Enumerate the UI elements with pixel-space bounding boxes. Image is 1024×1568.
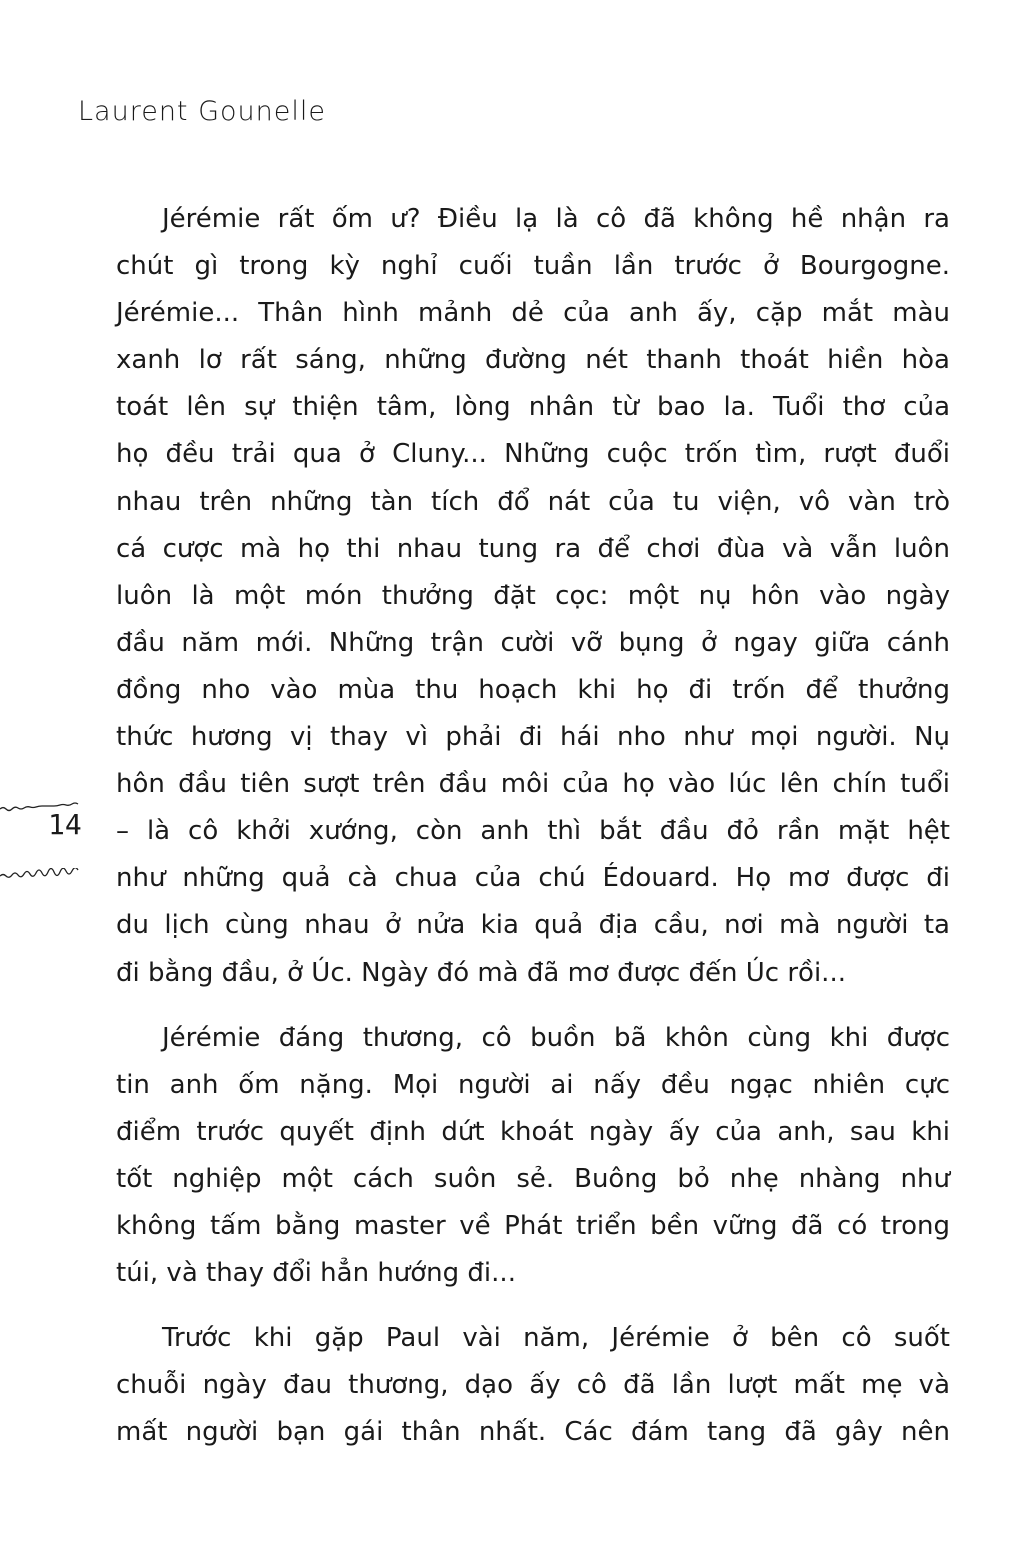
text-line: đồng nho vào mùa thu hoạch khi họ đi trốn để thưởng (116, 674, 950, 705)
text-line: không tấm bằng master về Phát triển bền vững đã có trong (116, 1211, 950, 1242)
paragraph-3 (116, 1315, 950, 1456)
text-line: cá cược mà họ thi nhau tung ra để chơi đùa và vẫn luôn (116, 533, 950, 564)
text-line: thức hương vị thay vì phải đi hái nho như mọi người. Nụ (116, 722, 950, 753)
running-header-author: Laurent Gounelle (78, 96, 326, 127)
text-line: chút gì trong kỳ nghỉ cuối tuần lần trước ở Bourgogne. (116, 251, 950, 282)
text-line: – là cô khởi xướng, còn anh thì bắt đầu đỏ rần mặt hệt (116, 816, 950, 847)
text-line: chuỗi ngày đau thương, dạo ấy cô đã lần lượt mất mẹ và (116, 1370, 950, 1401)
text-line: họ đều trải qua ở Cluny... Những cuộc trốn tìm, rượt đuổi (116, 439, 950, 470)
text-line: Jérémie... Thân hình mảnh dẻ của anh ấy, cặp mắt màu (116, 298, 950, 329)
text-line: luôn là một món thưởng đặt cọc: một nụ hôn vào ngày (116, 580, 950, 611)
text-line: tin anh ốm nặng. Mọi người ai nấy đều ngạc nhiên cực (116, 1070, 950, 1101)
text-line: tốt nghiệp một cách suôn sẻ. Buông bỏ nhẹ nhàng như (116, 1164, 950, 1195)
page-number: 14 (48, 808, 82, 841)
text-line: túi, và thay đổi hẳn hướng đi... (116, 1258, 516, 1289)
text-line: du lịch cùng nhau ở nửa kia quả địa cầu, nơi mà người ta (116, 910, 950, 941)
text-line: Trước khi gặp Paul vài năm, Jérémie ở bên cô suốt (162, 1323, 950, 1353)
text-line: đi bằng đầu, ở Úc. Ngày đó mà đã mơ được đến Úc rồi... (116, 957, 846, 988)
text-line: xanh lơ rất sáng, những đường nét thanh thoát hiền hòa (116, 345, 950, 376)
paragraph-2 (116, 1015, 950, 1298)
paragraph-1 (116, 196, 950, 997)
text-line: như những quả cà chua của chú Édouard. Họ mơ được đi (116, 863, 950, 894)
text-line: toát lên sự thiện tâm, lòng nhân từ bao la. Tuổi thơ của (116, 392, 950, 423)
text-line: đầu năm mới. Những trận cười vỡ bụng ở ngay giữa cánh (116, 627, 950, 658)
text-line: hôn đầu tiên sượt trên đầu môi của họ vào lúc lên chín tuổi (116, 769, 950, 800)
text-line: mất người bạn gái thân nhất. Các đám tang đã gây nên (116, 1417, 950, 1448)
text-line: Jérémie rất ốm ư? Điều lạ là cô đã không hề nhận ra (162, 204, 950, 234)
page-number-bottom-ornament (0, 868, 80, 878)
text-line: điểm trước quyết định dứt khoát ngày ấy của anh, sau khi (116, 1117, 950, 1148)
text-line: Jérémie đáng thương, cô buồn bã khôn cùng khi được (162, 1023, 950, 1053)
text-line: nhau trên những tàn tích đổ nát của tu viện, vô vàn trò (116, 486, 950, 517)
